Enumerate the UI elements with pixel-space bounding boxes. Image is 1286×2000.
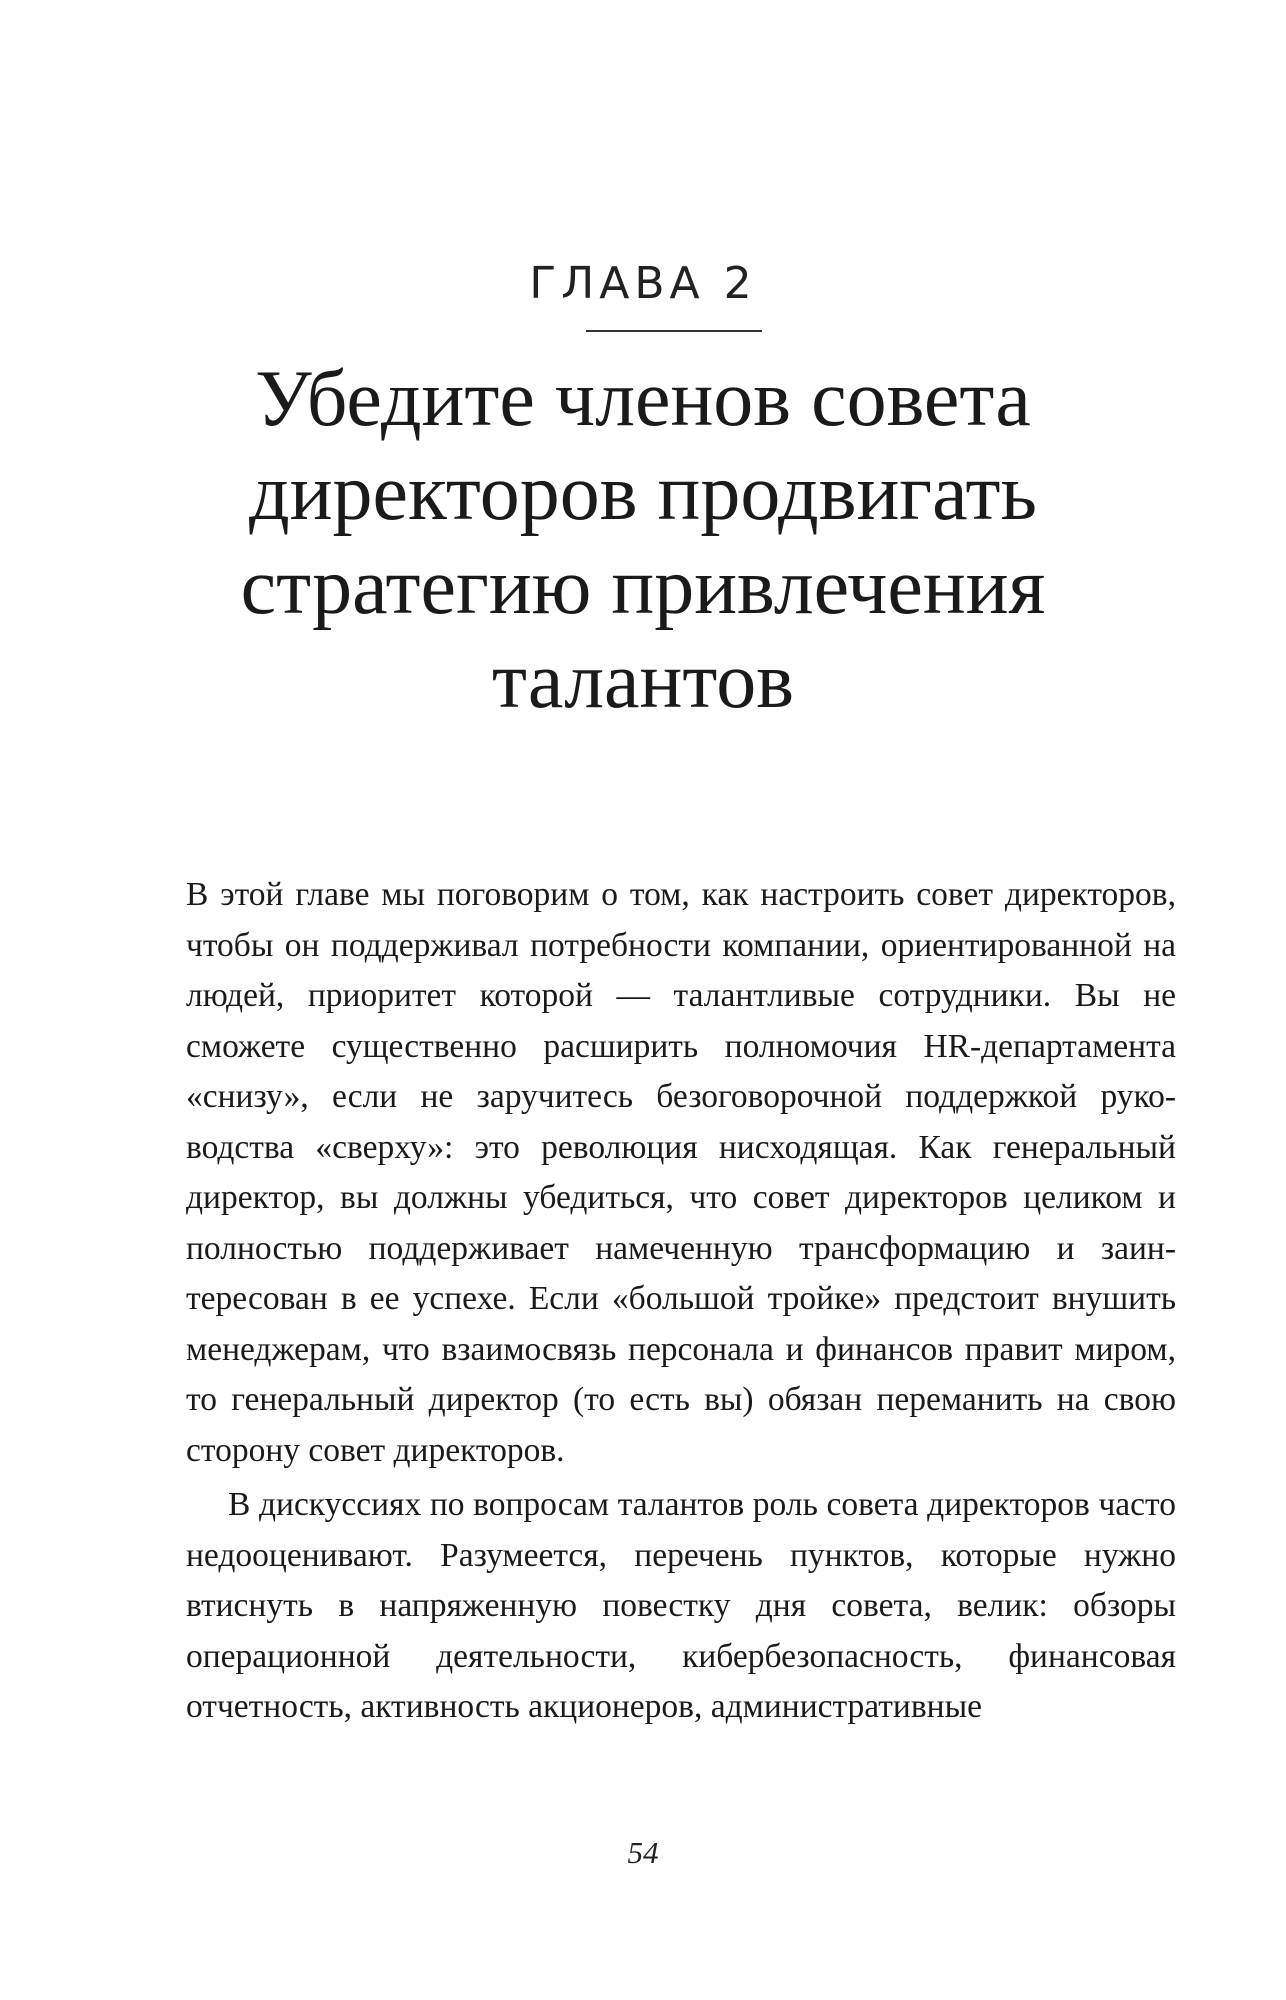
page-number: 54	[627, 1835, 659, 1870]
paragraph: В дискуссиях по вопросам талантов роль совета директоров часто недооценивают. Разумеется, перечень пунктов, которые нужно втиснуть в напряженную повестку дня совета, велик: обзоры операционной деятельности, кибербезопасность, финансовая отчетность, активность акционеров, административные	[186, 1486, 1176, 1725]
chapter-title-line: Убедите членов совета	[255, 355, 1031, 443]
paragraph: В этой главе мы поговорим о том, как настроить совет директоров, чтобы он поддерживал потребности компании, ориентированной на людей, приоритет которой — талантливые сотрудники. Вы не сможете существенно расширить полномочия HR-департамента «снизу», если не заручитесь безоговорочной поддержкой руководства «сверху»: это революция нисходящая. Как генеральный директор, вы должны убедиться, что совет директоров целиком и полностью поддерживает намеченную трансформацию и заинтересован в ее успехе. Если «большой тройке» предстоит внушить менеджерам, что взаимосвязь персонала и финансов правит миром, то генеральный директор (то есть вы) обязан переманить на свою сторону совет директоров.	[186, 876, 1176, 1469]
chapter-title-line: стратегию привлечения	[240, 543, 1046, 631]
chapter-title-line: талантов	[491, 637, 795, 725]
body-text	[186, 870, 1176, 1733]
chapter-divider	[586, 330, 762, 332]
chapter-label: ГЛАВА 2	[529, 258, 757, 309]
chapter-title-line: директоров продвигать	[248, 449, 1037, 537]
chapter-title	[0, 352, 1286, 728]
